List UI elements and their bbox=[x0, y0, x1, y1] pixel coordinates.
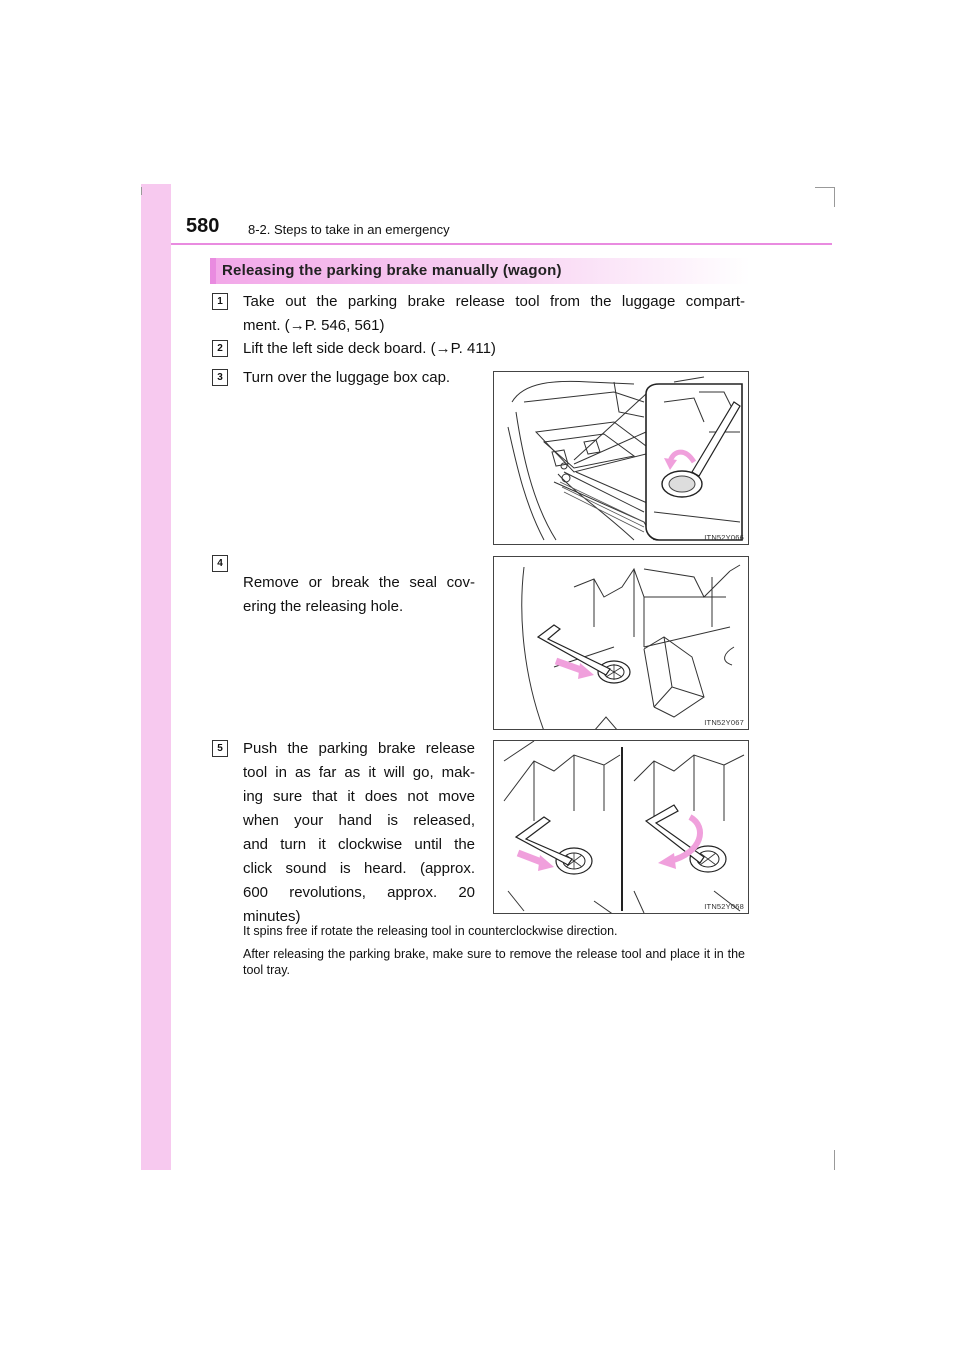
figure-seal-covering bbox=[493, 556, 749, 730]
step-5-line-8: minutes) bbox=[243, 908, 301, 925]
figure-push-and-turn bbox=[493, 740, 749, 914]
luggage-box-illustration bbox=[494, 372, 749, 545]
step-5-line-2: tool in as far as it will go, mak- bbox=[243, 764, 475, 781]
step-2-text bbox=[243, 337, 745, 361]
step-3-text: Turn over the luggage box cap. bbox=[243, 369, 451, 386]
push-and-turn-illustration bbox=[494, 741, 749, 914]
releasing-hole-illustration bbox=[494, 557, 749, 730]
step-4-text bbox=[243, 571, 475, 619]
step-5-line-6: click sound is heard. (approx. bbox=[243, 860, 475, 877]
step-5-line-1: Push the parking brake release bbox=[243, 740, 475, 757]
crop-mark-bottom-right bbox=[834, 1150, 835, 1170]
step-1-page-ref[interactable]: P. 546, 561) bbox=[304, 317, 385, 334]
step-2-text-a: Lift the left side deck board. ( bbox=[243, 340, 436, 357]
step-1-text-b: ment. ( bbox=[243, 317, 290, 334]
step-number-1: 1 bbox=[212, 293, 228, 310]
step-1-line-2 bbox=[243, 314, 745, 338]
crop-mark-top-right-v bbox=[834, 187, 835, 207]
step-number-5: 5 bbox=[212, 740, 228, 757]
step-1-line-1: Take out the parking brake release tool from the luggage compart- bbox=[243, 293, 745, 310]
section-heading-accent bbox=[210, 258, 216, 284]
section-title: Releasing the parking brake manually (wagon) bbox=[222, 262, 562, 279]
chapter-tab-sidebar bbox=[141, 184, 171, 1170]
figure-code-2: ITN52Y067 bbox=[704, 718, 744, 727]
reference-arrow-icon: → bbox=[289, 317, 305, 334]
page-number: 580 bbox=[186, 215, 220, 237]
step-number-3: 3 bbox=[212, 369, 228, 386]
step-4-line-1: Remove or break the seal cov- bbox=[243, 574, 475, 591]
figure-luggage-box-cap bbox=[493, 371, 749, 545]
step-number-2: 2 bbox=[212, 340, 228, 357]
note-counterclockwise: It spins free if rotate the releasing tool in counterclockwise direction. bbox=[243, 924, 618, 938]
step-5-line-5: and turn it clockwise until the bbox=[243, 836, 475, 853]
step-5-line-3: ing sure that it does not move bbox=[243, 788, 475, 805]
running-head: 8-2. Steps to take in an emergency bbox=[248, 222, 450, 237]
header-rule bbox=[171, 243, 832, 245]
step-2-page-ref[interactable]: P. 411) bbox=[450, 340, 496, 357]
crop-mark-top-right-h bbox=[815, 187, 835, 188]
step-1-text bbox=[243, 290, 745, 338]
figure-code-1: ITN52Y066 bbox=[704, 533, 744, 542]
step-5-line-4: when your hand is released, bbox=[243, 812, 475, 829]
step-5-text bbox=[243, 737, 475, 929]
step-4-line-2: ering the releasing hole. bbox=[243, 598, 404, 615]
note-remove-tool: After releasing the parking brake, make sure to remove the release tool and place it in the tool tray. bbox=[243, 947, 745, 977]
step-number-4: 4 bbox=[212, 555, 228, 572]
crop-mark-top-left bbox=[141, 187, 142, 195]
figure-code-3: ITN52Y068 bbox=[704, 902, 744, 911]
reference-arrow-icon: → bbox=[435, 340, 451, 357]
step-5-line-7: 600 revolutions, approx. 20 bbox=[243, 884, 475, 901]
